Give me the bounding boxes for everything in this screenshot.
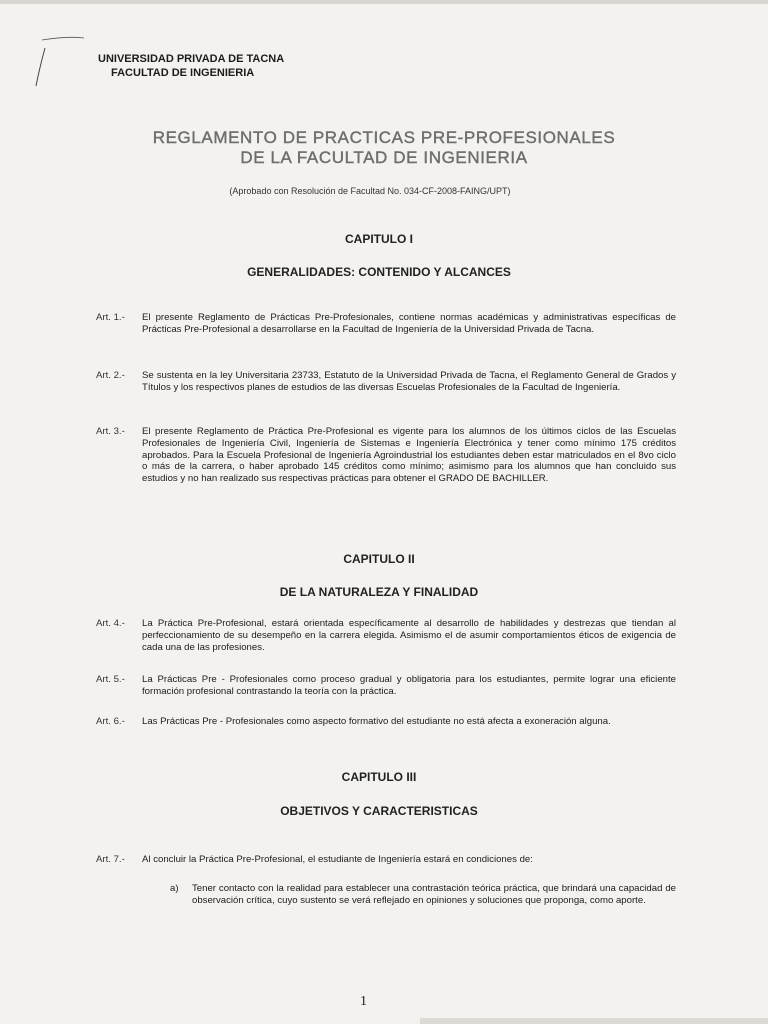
- item-letter: a): [170, 883, 179, 894]
- article-number: Art. 6.-: [96, 716, 125, 727]
- pen-mark-icon: [28, 34, 88, 94]
- article-5: [96, 674, 676, 698]
- article-6: [96, 716, 676, 728]
- article-number: Art. 3.-: [96, 426, 125, 437]
- article-7: [96, 854, 676, 866]
- chapter-2-heading: CAPITULO II: [343, 552, 415, 566]
- title-line-2: DE LA FACULTAD DE INGENIERIA: [240, 148, 528, 167]
- item-text: Tener contacto con la realidad para establecer una contrastación teórica práctica, que brindará una capacidad de observación crítica, cuyo sustento se verá reflejado en opiniones y soluciones que proponga, como aporte.: [192, 883, 676, 906]
- article-text: Las Prácticas Pre - Profesionales como aspecto formativo del estudiante no está afecta a exoneración alguna.: [142, 716, 611, 727]
- title-line-1: REGLAMENTO DE PRACTICAS PRE-PROFESIONALES: [152, 128, 616, 147]
- faculty-name: FACULTAD DE INGENIERIA: [111, 67, 255, 79]
- article-number: Art. 2.-: [96, 370, 125, 381]
- article-number: Art. 4.-: [96, 618, 125, 629]
- chapter-3-heading: CAPITULO III: [341, 770, 417, 784]
- article-4: [96, 618, 676, 653]
- article-number: Art. 5.-: [96, 674, 125, 685]
- article-text: El presente Reglamento de Práctica Pre-Profesional es vigente para los alumnos de los últimos ciclos de las Escuelas Profesionales de Ingeniería Civil, Ingeniería de Sistemas e Ingeniería Electrónica y tener como mínimo 175 créditos aprobados. Para la Escuela Profesional de Ingeniería Agroindustrial los estudiantes deben estar matriculados en el 8vo ciclo o más de la carrera, o haber aprobado 145 créditos como mínimo; asimismo para los alumnos que han concluido sus estudios y no han realizado sus respectivas prácticas para obtener el GRADO DE BACHILLER.: [142, 426, 676, 485]
- list-item-a: [170, 883, 676, 907]
- article-text: El presente Reglamento de Prácticas Pre-Profesionales, contiene normas académicas y administrativas específicas de Prácticas Pre-Profesional a desarrollarse en la Facultad de Ingeniería de la Universidad Privada de Tacna.: [142, 312, 676, 335]
- article-text: La Prácticas Pre - Profesionales como proceso gradual y obligatoria para los estudiantes, permite lograr una eficiente formación profesional contrastando la teoría con la práctica.: [142, 674, 676, 697]
- article-2: [96, 370, 676, 394]
- article-1: [96, 312, 676, 336]
- chapter-1-heading: CAPITULO I: [345, 232, 413, 246]
- article-3: [96, 426, 676, 485]
- page-number: 1: [360, 994, 367, 1009]
- scan-edge-top: [0, 0, 768, 4]
- scan-edge-bottom: [420, 1018, 768, 1024]
- article-text: Al concluir la Práctica Pre-Profesional, el estudiante de Ingeniería estará en condiciones de:: [142, 854, 533, 865]
- approval-note: (Aprobado con Resolución de Facultad No. 034-CF-2008-FAING/UPT): [229, 186, 511, 196]
- chapter-3-subtitle: OBJETIVOS Y CARACTERISTICAS: [280, 804, 478, 818]
- article-text: Se sustenta en la ley Universitaria 23733, Estatuto de la Universidad Privada de Tacna, el Reglamento General de Grados y Títulos y los respectivos planes de estudios de las diversas Escuelas Profesionales de la Facultad de Ingeniería.: [142, 370, 676, 393]
- chapter-1-subtitle: GENERALIDADES: CONTENIDO Y ALCANCES: [247, 265, 511, 279]
- chapter-2-subtitle: DE LA NATURALEZA Y FINALIDAD: [279, 585, 479, 599]
- document-title: [0, 128, 768, 168]
- university-name: UNIVERSIDAD PRIVADA DE TACNA: [98, 53, 285, 65]
- article-number: Art. 7.-: [96, 854, 125, 865]
- article-text: La Práctica Pre-Profesional, estará orientada específicamente al desarrollo de habilidades y destrezas que tiendan al perfeccionamiento de su desempeño en la carrera elegida. Asimismo el de asumir comportamientos éticos de exigencia de cada una de las profesiones.: [142, 618, 676, 653]
- institution-header: [98, 52, 284, 80]
- article-number: Art. 1.-: [96, 312, 125, 323]
